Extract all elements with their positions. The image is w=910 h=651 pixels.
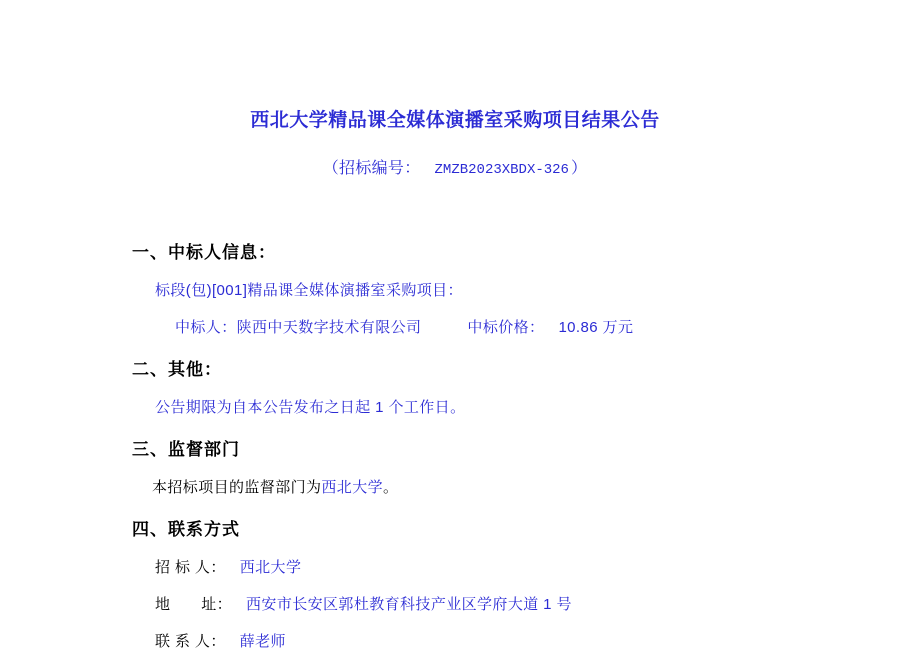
price-value: 10.86 万元 xyxy=(558,318,634,336)
tender-number-prefix: （招标编号： xyxy=(322,159,421,177)
tender-number-suffix: ） xyxy=(570,159,588,177)
section-heading-contact: 四、联系方式 xyxy=(132,519,240,539)
winner-detail-line xyxy=(0,300,910,337)
winner-value: 陕西中天数字技术有限公司 xyxy=(236,318,422,336)
section-heading-winner-info: 一、中标人信息： xyxy=(132,242,276,262)
contact-row-person xyxy=(0,614,910,651)
section-heading-other: 二、其他： xyxy=(132,359,222,379)
contact-row-address xyxy=(0,577,910,614)
tender-number-line xyxy=(0,133,910,178)
document-body xyxy=(0,178,910,651)
contact-label-address: 地 址： xyxy=(155,595,233,613)
page-title: 西北大学精品课全媒体演播室采购项目结果公告 xyxy=(250,110,660,131)
contact-label-tenderer: 招 标 人： xyxy=(155,558,226,576)
tender-number-code: ZMZB2023XBDX-326 xyxy=(434,161,569,178)
supervision-department: 西北大学 xyxy=(321,478,384,496)
contact-row-tenderer xyxy=(0,540,910,577)
lot-line: 标段(包)[001]精品课全媒体演播室采购项目： xyxy=(155,281,463,299)
section-heading-supervision: 三、监督部门 xyxy=(132,439,240,459)
contact-value-person: 薛老师 xyxy=(239,632,286,650)
contact-value-tenderer: 西北大学 xyxy=(239,558,302,576)
supervision-text-after: 。 xyxy=(383,478,399,496)
supervision-text xyxy=(0,460,910,497)
price-label: 中标价格： xyxy=(467,318,545,336)
contact-value-address: 西安市长安区郭杜教育科技产业区学府大道 1 号 xyxy=(246,595,572,613)
other-text: 公告期限为自本公告发布之日起 1 个工作日。 xyxy=(155,398,466,416)
supervision-text-before: 本招标项目的监督部门为 xyxy=(152,478,322,496)
winner-label: 中标人： xyxy=(175,318,237,336)
contact-label-person: 联 系 人： xyxy=(155,632,226,650)
